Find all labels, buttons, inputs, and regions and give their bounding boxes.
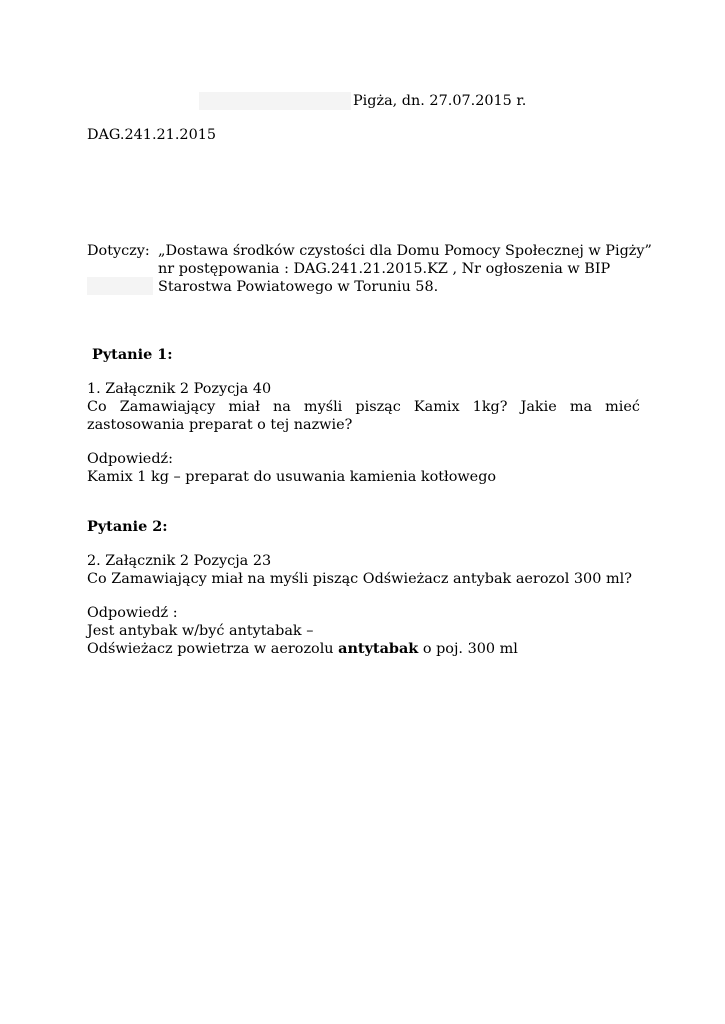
answer-2-line-2-pre: Odświeżacz powietrza w aerozolu <box>87 641 339 657</box>
question-1-reference: 1. Załącznik 2 Pozycja 40 <box>87 381 272 397</box>
question-2-reference: 2. Załącznik 2 Pozycja 23 <box>87 553 272 569</box>
answer-2-product-name: antytabak <box>338 640 419 657</box>
question-1-title: Pytanie 1: <box>92 346 173 363</box>
place-date: Pigża, dn. 27.07.2015 r. <box>353 93 527 109</box>
reference-number: DAG.241.21.2015 <box>87 127 217 143</box>
answer-2-line-1: Jest antybak w/być antytabak – <box>87 623 314 639</box>
subject-shading <box>87 277 153 295</box>
answer-1-label: Odpowiedź: <box>87 451 173 467</box>
answer-2-line-2 <box>87 640 518 658</box>
answer-2-label: Odpowiedź : <box>87 605 178 621</box>
question-1-text-line-1: Co Zamawiający miał na myśli pisząc Kamix 1kg? Jakie ma mieć <box>87 399 640 415</box>
question-2-text: Co Zamawiający miał na myśli pisząc Odświeżacz antybak aerozol 300 ml? <box>87 571 632 587</box>
question-2-title: Pytanie 2: <box>87 518 168 535</box>
subject-line-3: Starostwa Powiatowego w Toruniu 58. <box>158 279 439 295</box>
header-shading <box>199 92 351 110</box>
subject-line-1: „Dostawa środków czystości dla Domu Pomocy Społecznej w Pigży” <box>158 243 652 259</box>
answer-2-line-2-post: o poj. 300 ml <box>418 641 518 657</box>
question-1-text-line-2: zastosowania preparat o tej nazwie? <box>87 417 353 433</box>
subject-label: Dotyczy: <box>87 243 150 259</box>
subject-line-2: nr postępowania : DAG.241.21.2015.KZ , Nr ogłoszenia w BIP <box>158 261 611 277</box>
answer-1-text: Kamix 1 kg – preparat do usuwania kamienia kotłowego <box>87 469 497 485</box>
